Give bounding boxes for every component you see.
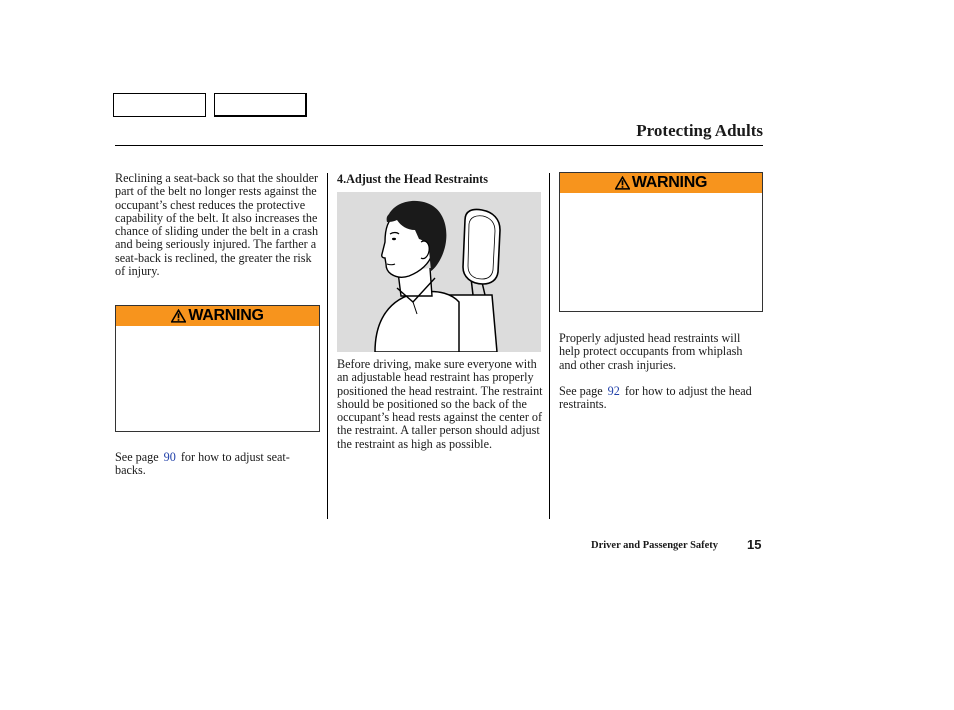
nav-tab-2[interactable] bbox=[214, 93, 307, 117]
see-page-suffix: for how to adjust seat-backs. bbox=[115, 450, 290, 478]
page-number: 15 bbox=[747, 537, 762, 552]
see-page-head-restraint bbox=[559, 385, 759, 412]
warning-box-head-restraint bbox=[559, 172, 763, 312]
head-restraint-illustration bbox=[337, 192, 541, 352]
column-divider-1 bbox=[327, 173, 328, 519]
warning-triangle-icon bbox=[615, 176, 630, 190]
seatback-paragraph: Reclining a seat-back so that the shoulder part of the belt no longer rests against the occupant’s chest reduces the protective capability of the belt. It also increases the chance of sliding under the belt in a crash and being seriously injured. The farther a seat-back is reclined, the greater the risk of injury. bbox=[115, 171, 319, 279]
page-link-92[interactable]: 92 bbox=[607, 384, 620, 398]
see-page-prefix: See page bbox=[115, 450, 159, 464]
warning-header bbox=[116, 306, 319, 326]
see-page-prefix: See page bbox=[559, 384, 603, 398]
header-divider bbox=[115, 145, 763, 146]
warning-triangle-icon bbox=[171, 309, 186, 323]
warning-label: WARNING bbox=[631, 174, 708, 191]
page-title: Protecting Adults bbox=[636, 121, 763, 140]
nav-tab-1[interactable] bbox=[113, 93, 206, 117]
section-heading: 4.Adjust the Head Restraints bbox=[337, 172, 488, 186]
see-page-suffix: for how to adjust the head restraints. bbox=[559, 384, 752, 412]
whiplash-paragraph: Properly adjusted head restraints will help protect occupants from whiplash and other crash injuries. bbox=[559, 331, 743, 372]
warning-header bbox=[560, 173, 762, 193]
footer-section-title: Driver and Passenger Safety bbox=[591, 540, 719, 551]
see-page-seatback bbox=[115, 451, 320, 478]
warning-label: WARNING bbox=[188, 307, 264, 324]
column-divider-2 bbox=[549, 173, 550, 519]
head-restraint-paragraph: Before driving, make sure everyone with an adjustable head restraint has properly positioned the head restraint. The restraint should be positioned so the back of the occupant’s head rests against the center of the restraint. A taller person should adjust the restraint as high as possible. bbox=[337, 357, 543, 451]
page-link-90[interactable]: 90 bbox=[163, 450, 176, 464]
warning-box-seatback bbox=[115, 305, 320, 432]
